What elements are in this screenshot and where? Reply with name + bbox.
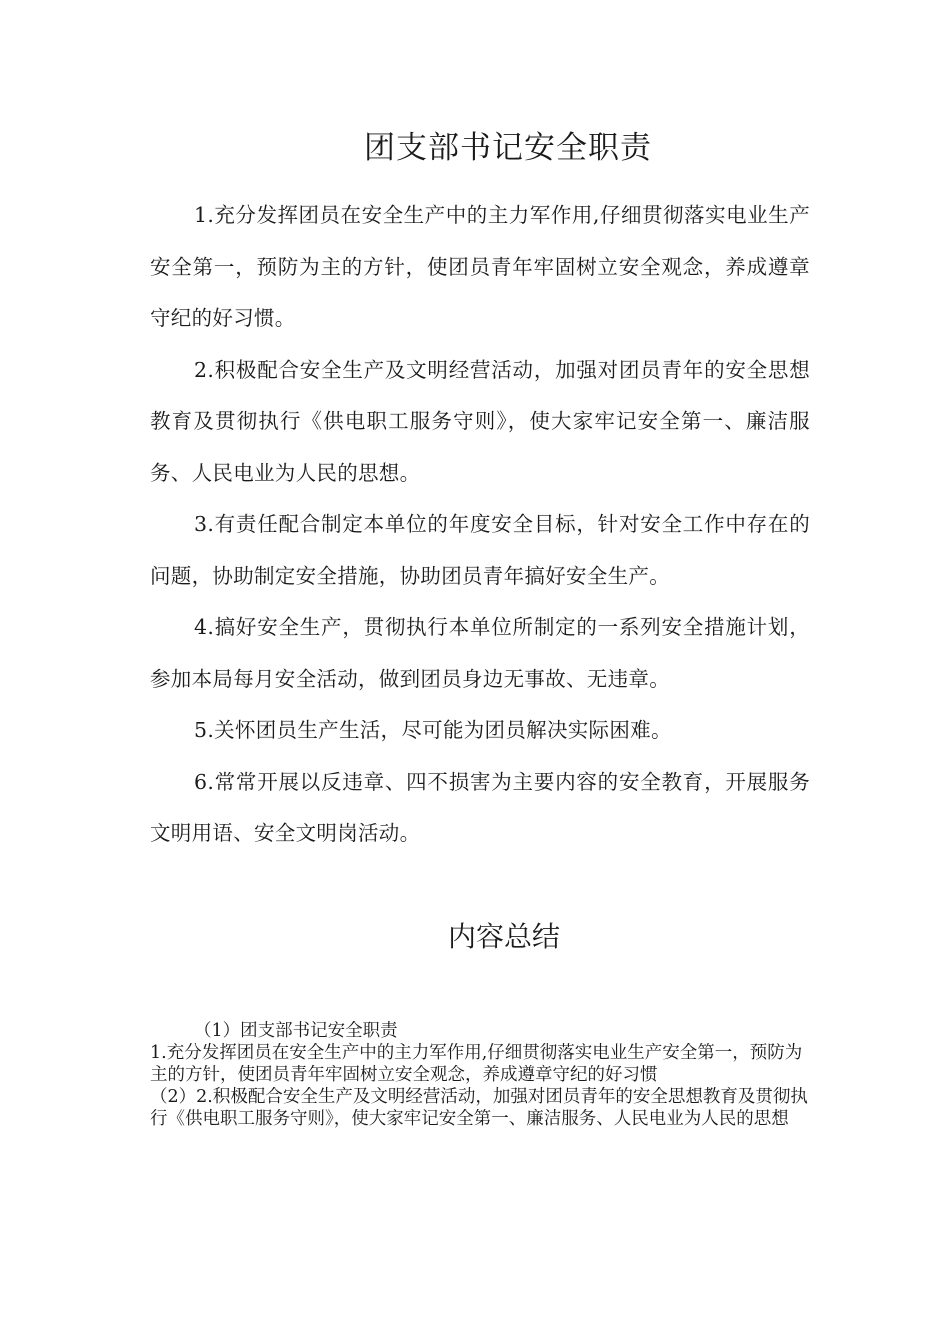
paragraph-2: 2.积极配合安全生产及文明经营活动，加强对团员青年的安全思想教育及贯彻执行《供电职工服务守则》，使大家牢记安全第一、廉洁服务、人民电业为人民的思想。 [150,357,810,485]
summary-line-1: 1.充分发挥团员在安全生产中的主力军作用,仔细贯彻落实电业生产安全第一，预防为主的方针，使团员青年牢固树立安全观念，养成遵章守纪的好习惯 [150,1043,803,1085]
summary-heading: （1）团支部书记安全职责 [194,1021,398,1041]
summary-block [150,1020,810,1130]
paragraph-6: 6.常常开展以反违章、四不损害为主要内容的安全教育，开展服务文明用语、安全文明岗活动。 [150,769,810,845]
paragraph-1: 1.充分发挥团员在安全生产中的主力军作用,仔细贯彻落实电业生产安全第一，预防为主的方针，使团员青年牢固树立安全观念，养成遵章守纪的好习惯。 [150,203,810,330]
document-title: 团支部书记安全职责 [364,130,652,166]
paragraph-5: 5.关怀团员生产生活，尽可能为团员解决实际困难。 [194,718,672,742]
summary-title: 内容总结 [447,920,560,953]
document-body [150,190,810,860]
paragraph-4: 4.搞好安全生产，贯彻执行本单位所制定的一系列安全措施计划，参加本局每月安全活动，做到团员身边无事故、无违章。 [150,615,810,691]
paragraph-3: 3.有责任配合制定本单位的年度安全目标，针对安全工作中存在的问题，协助制定安全措施，协助团员青年搞好安全生产。 [150,512,810,588]
summary-line-2: （2）2.积极配合安全生产及文明经营活动，加强对团员青年的安全思想教育及贯彻执行《供电职工服务守则》，使大家牢记安全第一、廉洁服务、人民电业为人民的思想 [150,1087,808,1129]
